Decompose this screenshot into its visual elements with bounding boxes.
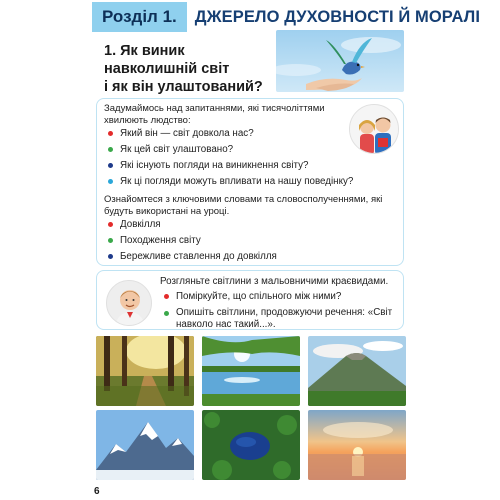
photo-forest-path bbox=[96, 336, 194, 406]
bullet-dot bbox=[108, 131, 113, 136]
list-item: Який він — світ довкола нас? bbox=[106, 126, 353, 142]
list-item: Які існують погляди на виникнення світу? bbox=[106, 158, 353, 174]
bullet-dot bbox=[164, 294, 169, 299]
list-item: Як ці погляди можуть впливати на нашу поведінку? bbox=[106, 174, 353, 190]
lesson-title bbox=[104, 42, 269, 96]
bullet-dot bbox=[108, 238, 113, 243]
keywords-list bbox=[106, 217, 277, 265]
bullet-dot bbox=[108, 147, 113, 152]
photo-volcano-mountain bbox=[308, 336, 406, 406]
forest-path-icon bbox=[96, 336, 194, 406]
keywords-intro: Ознайомтеся з ключовими словами та словосполученнями, які будуть використані на уроці. bbox=[104, 194, 383, 217]
snowy-mountains-icon bbox=[96, 410, 194, 480]
page-number: 6 bbox=[94, 486, 100, 497]
list-item: Як цей світ улаштовано? bbox=[106, 142, 353, 158]
hero-image bbox=[276, 30, 404, 92]
lesson-title-line2: і як він улаштований? bbox=[104, 79, 263, 95]
list-item: Поміркуйте, що спільного між ними? bbox=[162, 289, 398, 305]
bullet-dot bbox=[164, 311, 169, 316]
photo-snowy-mountains bbox=[96, 410, 194, 480]
landscapes-intro: Розгляньте світлини з мальовничими краєвидами. bbox=[160, 276, 389, 287]
children-icon bbox=[350, 105, 399, 154]
hands-bird-icon bbox=[276, 30, 404, 92]
landscapes-tasks bbox=[162, 289, 398, 331]
questions-intro: Задумаймось над запитаннями, які тисячоліттями хвилюють людство: bbox=[104, 103, 325, 126]
photo-forest-lake-aerial bbox=[202, 410, 300, 480]
sunset-sea-icon bbox=[308, 410, 406, 480]
chapter-label: Розділ 1. bbox=[92, 2, 187, 32]
list-item: Довкілля bbox=[106, 217, 277, 233]
questions-list bbox=[106, 126, 353, 190]
bullet-dot bbox=[108, 254, 113, 259]
children-avatar bbox=[349, 104, 399, 154]
list-item: Походження світу bbox=[106, 233, 277, 249]
lesson-title-line1: 1. Як виник навколишній світ bbox=[104, 43, 230, 77]
bullet-dot bbox=[108, 179, 113, 184]
photo-sunset-sea bbox=[308, 410, 406, 480]
boy-icon bbox=[107, 281, 152, 326]
photo-lake-trees bbox=[202, 336, 300, 406]
volcano-mountain-icon bbox=[308, 336, 406, 406]
bullet-dot bbox=[108, 222, 113, 227]
forest-lake-aerial-icon bbox=[202, 410, 300, 480]
list-item: Опишіть світлини, продовжуючи речення: «Світ навколо нас такий...». bbox=[162, 305, 398, 331]
list-item: Бережливе ставлення до довкілля bbox=[106, 249, 277, 265]
boy-avatar bbox=[106, 280, 152, 326]
chapter-header bbox=[92, 2, 480, 32]
bullet-dot bbox=[108, 163, 113, 168]
chapter-title: ДЖЕРЕЛО ДУХОВНОСТІ Й МОРАЛІ bbox=[194, 7, 481, 26]
lake-trees-icon bbox=[202, 336, 300, 406]
